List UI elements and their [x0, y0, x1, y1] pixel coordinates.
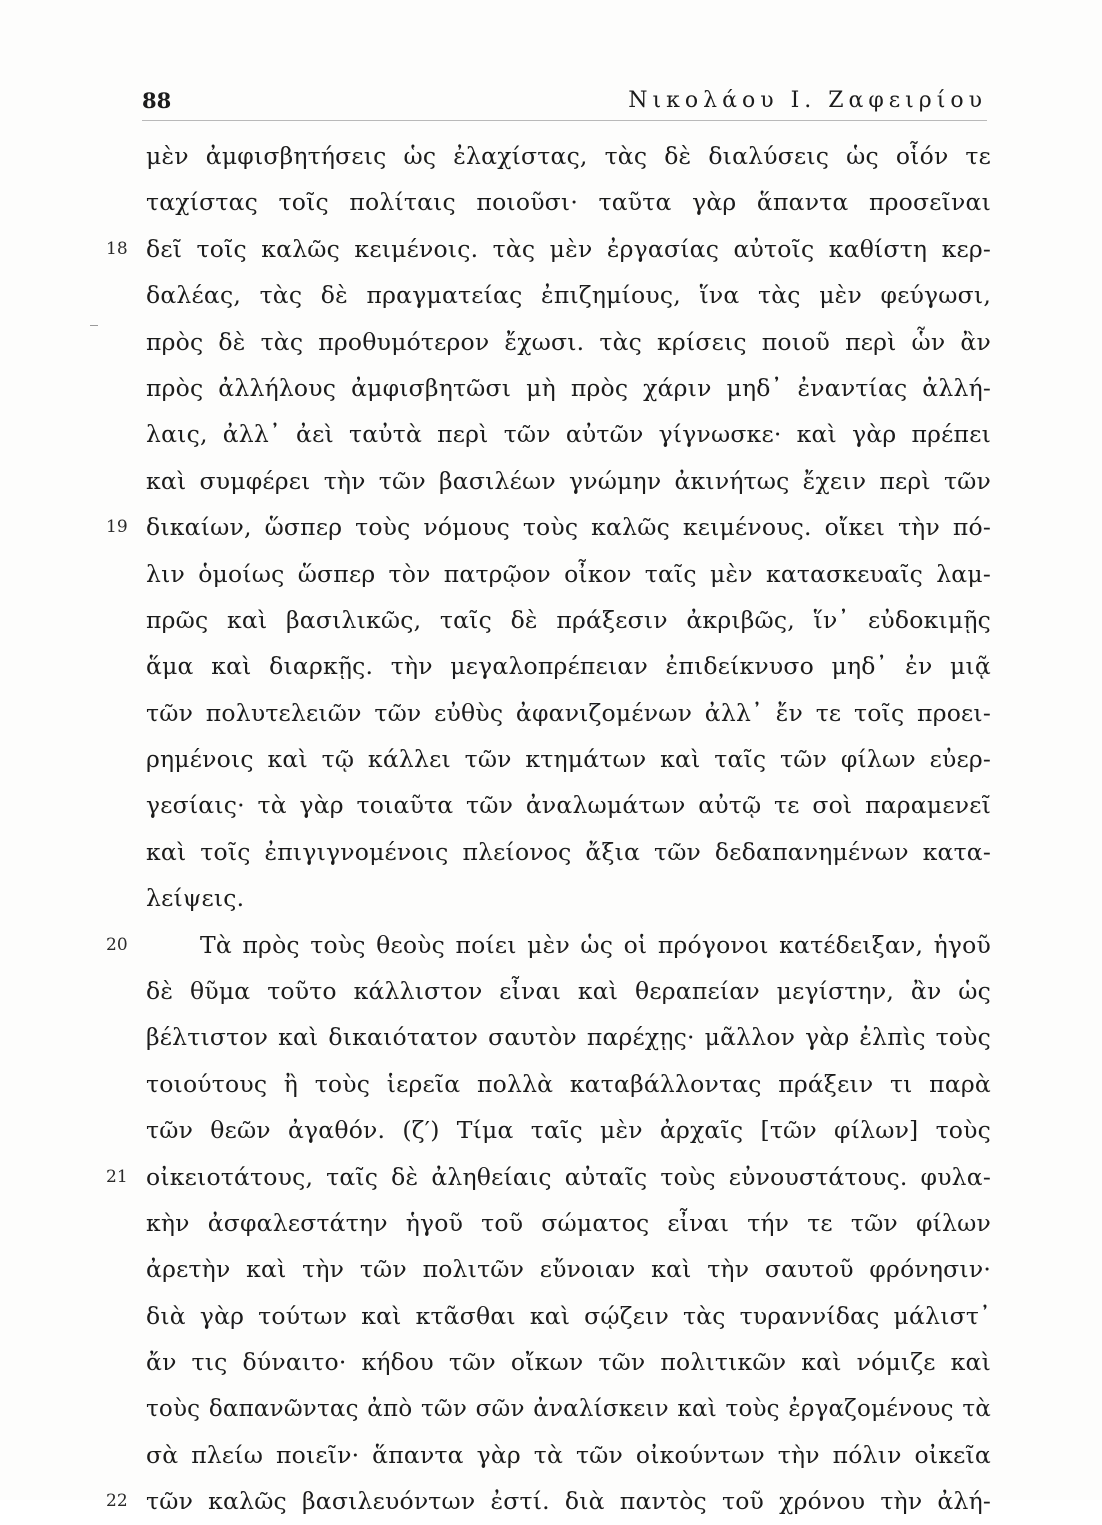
line-text: καὶ τοῖς ἐπιγιγνομένοις πλείονος ἄξια τῶν δεδαπανημένων κατα- [146, 837, 991, 866]
line-text: καὶ συμφέρει τὴν τῶν βασιλέων γνώμην ἀκινήτως ἔχειν περὶ τῶν [146, 466, 991, 495]
line-text: δεῖ τοῖς καλῶς κειμένοις. τὰς μὲν ἐργασίας αὐτοῖς καθίστη κερ- [146, 234, 991, 263]
text-line [146, 643, 991, 689]
line-text: δικαίων, ὥσπερ τοὺς νόμους τοὺς καλῶς κειμένους. οἴκει τὴν πό- [146, 513, 991, 542]
line-text: πρὸς ἀλλήλους ἀμφισβητῶσι μὴ πρὸς χάριν μηδ᾽ ἐναντίας ἀλλή- [146, 373, 991, 402]
text-line [106, 504, 991, 550]
page-number: 88 [142, 88, 172, 113]
line-text: δὲ θῦμα τοῦτο κάλλιστον εἶναι καὶ θεραπείαν μεγίστην, ἂν ὡς [146, 977, 991, 1006]
text-line [146, 782, 991, 828]
line-text: ἅμα καὶ διαρκῇς. τὴν μεγαλοπρέπειαν ἐπιδείκνυσο μηδ᾽ ἐν μιᾷ [146, 652, 991, 681]
text-line [146, 411, 991, 457]
line-text: σὰ πλείω ποιεῖν· ἅπαντα γὰρ τὰ τῶν οἰκούντων τὴν πόλιν οἰκεῖα [146, 1440, 991, 1469]
line-text: λιν ὁμοίως ὥσπερ τὸν πατρῷον οἶκον ταῖς μὲν κατασκευαῖς λαμ- [146, 559, 991, 588]
line-text: διὰ γὰρ τούτων καὶ κτᾶσθαι καὶ σῴζειν τὰς τυραννίδας μάλιστ᾽ [146, 1301, 991, 1330]
text-line [146, 1432, 991, 1478]
line-text: τῶν θεῶν ἀγαθόν. (ζ′) Τίμα ταῖς μὲν ἀρχαῖς [τῶν φίλων] τοὺς [146, 1116, 991, 1145]
line-text: λείψεις. [146, 884, 245, 913]
margin-dash-mark [90, 325, 98, 326]
text-line [146, 736, 991, 782]
section-number: 18 [106, 238, 128, 259]
running-title: Νικολάου Ι. Ζαφειρίου [628, 88, 987, 113]
line-text: τοὺς δαπανῶντας ἀπὸ τῶν σῶν ἀναλίσκειν καὶ τοὺς ἐργαζομένους τὰ [146, 1395, 991, 1422]
line-text: κὴν ἀσφαλεστάτην ἡγοῦ τοῦ σώματος εἶναι τήν τε τῶν φίλων [146, 1208, 991, 1237]
body-text [106, 133, 991, 1525]
line-text: λαις, ἀλλ᾽ ἀεὶ ταὐτὰ περὶ τῶν αὐτῶν γίγνωσκε· καὶ γὰρ πρέπει [146, 420, 991, 449]
line-text: τῶν πολυτελειῶν τῶν εὐθὺς ἀφανιζομένων ἀλλ᾽ ἔν τε τοῖς προει- [146, 698, 991, 727]
line-text: γεσίαις· τὰ γὰρ τοιαῦτα τῶν ἀναλωμάτων αὐτῷ τε σοὶ παραμενεῖ [146, 791, 991, 820]
text-line [146, 179, 991, 225]
line-text: ταχίστας τοῖς πολίταις ποιοῦσι· ταῦτα γὰρ ἅπαντα προσεῖναι [146, 188, 991, 217]
text-line [146, 319, 991, 365]
section-number: 21 [106, 1166, 128, 1187]
text-line [146, 1107, 991, 1153]
text-line [106, 1478, 991, 1524]
line-text: ρημένοις καὶ τῷ κάλλει τῶν κτημάτων καὶ ταῖς τῶν φίλων εὐερ- [146, 745, 991, 774]
text-line [106, 922, 991, 968]
line-text: Τὰ πρὸς τοὺς θεοὺς ποίει μὲν ὡς οἱ πρόγονοι κατέδειξαν, ἡγοῦ [200, 930, 991, 959]
line-text: οἰκειοτάτους, ταῖς δὲ ἀληθείαις αὐταῖς τοὺς εὐνουστάτους. φυλα- [146, 1162, 991, 1191]
line-text: πρὸς δὲ τὰς προθυμότερον ἔχωσι. τὰς κρίσεις ποιοῦ περὶ ὧν ἂν [146, 327, 991, 356]
line-text: τοιούτους ἢ τοὺς ἱερεῖα πολλὰ καταβάλλοντας πράξειν τι παρὰ [146, 1069, 991, 1098]
section-number: 22 [106, 1491, 128, 1512]
line-text: τῶν καλῶς βασιλευόντων ἐστί. διὰ παντὸς τοῦ χρόνου τὴν ἀλή- [146, 1487, 991, 1516]
page-header [142, 86, 987, 121]
text-line [146, 1014, 991, 1060]
text-line [146, 133, 991, 179]
text-line [146, 272, 991, 318]
section-number: 19 [106, 517, 128, 538]
text-line [146, 597, 991, 643]
text-line [146, 829, 991, 875]
text-line [146, 458, 991, 504]
line-text: μὲν ἀμφισβητήσεις ὡς ἐλαχίστας, τὰς δὲ διαλύσεις ὡς οἷόν τε [146, 142, 991, 170]
text-line [146, 1061, 991, 1107]
text-line [146, 1200, 991, 1246]
text-line [146, 365, 991, 411]
line-text: πρῶς καὶ βασιλικῶς, ταῖς δὲ πράξεσιν ἀκριβῶς, ἵν᾽ εὐδοκιμῇς [146, 605, 991, 634]
line-text: ἀρετὴν καὶ τὴν τῶν πολιτῶν εὔνοιαν καὶ τὴν σαυτοῦ φρόνησιν· [146, 1255, 991, 1284]
section-number: 20 [106, 934, 128, 955]
line-text: ἄν τις δύναιτο· κήδου τῶν οἴκων τῶν πολιτικῶν καὶ νόμιζε καὶ [146, 1348, 991, 1377]
text-line [146, 875, 991, 921]
text-line [106, 226, 991, 272]
text-line [146, 1293, 991, 1339]
text-line [146, 968, 991, 1014]
text-line [146, 690, 991, 736]
text-line [146, 1246, 991, 1292]
text-line [146, 1339, 991, 1385]
line-text: βέλτιστον καὶ δικαιότατον σαυτὸν παρέχῃς· μᾶλλον γὰρ ἐλπὶς τοὺς [146, 1023, 991, 1052]
text-line [106, 1154, 991, 1200]
text-line [146, 551, 991, 597]
line-text: δαλέας, τὰς δὲ πραγματείας ἐπιζημίους, ἵνα τὰς μὲν φεύγωσι, [146, 281, 991, 310]
text-line [146, 1386, 991, 1432]
